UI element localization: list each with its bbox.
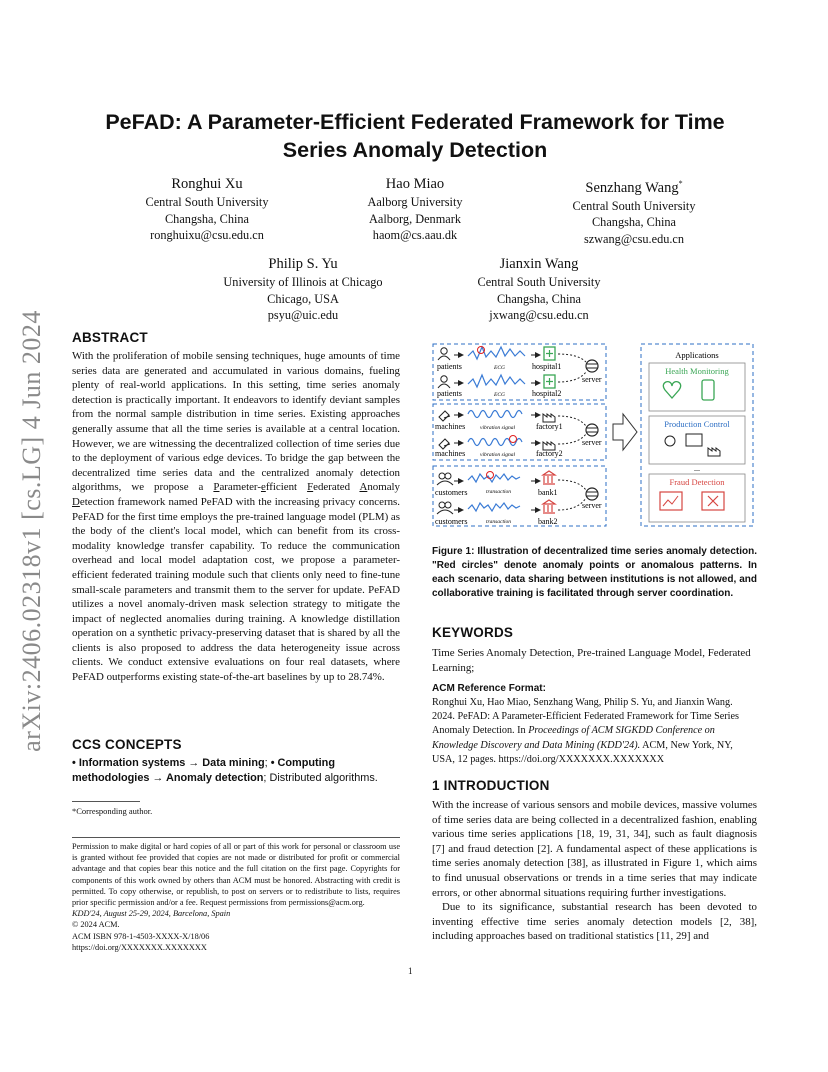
author-block-5 [436, 254, 642, 324]
row-left-label: customers [435, 517, 468, 526]
app-label-fraud: Fraud Detection [669, 477, 725, 487]
figure-row-3 [439, 411, 555, 423]
author-block-3 [545, 174, 723, 247]
conference-line: KDD'24, August 25-29, 2024, Barcelona, Spain [72, 909, 231, 919]
row-left-label: machines [435, 449, 466, 458]
server-label: server [582, 438, 602, 447]
row-signal-label: transaction [486, 519, 512, 525]
row-left-label: patients [437, 362, 462, 371]
row-signal-label: vibration signal [480, 425, 515, 431]
vibration-signal-icon [468, 411, 522, 418]
server-icon-3 [558, 480, 602, 510]
author-location: Aalborg, Denmark [369, 211, 461, 226]
figure-row-5 [437, 471, 555, 485]
bank-icon [543, 500, 555, 513]
row-signal-label: vibration signal [480, 452, 515, 458]
machine-icon [439, 439, 450, 449]
author-name: Jianxin Wang [499, 256, 579, 272]
arxiv-identifier-stamp [16, 296, 48, 766]
figure-row-1 [438, 347, 555, 361]
big-right-arrow-icon [613, 414, 637, 450]
row-right-label: hospital2 [532, 389, 562, 398]
author-name: Philip S. Yu [268, 256, 338, 272]
ccs-concepts-body: • Information systems → Data mining; • Computing methodologies → Anomaly detection; Distributed algorithms. [72, 757, 378, 784]
bank-icon [543, 471, 555, 484]
corresponding-author-mark: * [678, 179, 683, 188]
apps-ellipsis: ... [694, 464, 700, 473]
arxiv-identifier-text: arXiv:2406.02318v1 [cs.LG] 4 Jun 2024 [17, 310, 46, 752]
footnote-corresponding-author: *Corresponding author. [72, 806, 153, 816]
factory-icon [543, 414, 555, 422]
app-label-health: Health Monitoring [665, 366, 729, 376]
introduction-heading: 1 INTRODUCTION [432, 778, 550, 793]
ccs-concepts-heading: CCS CONCEPTS [72, 737, 182, 752]
figure-1-diagram [432, 338, 757, 530]
paper-title-line-2: Series Anomaly Detection [282, 138, 548, 162]
customer-icon [439, 502, 445, 508]
paper-title-line-1: PeFAD: A Parameter-Efficient Federated Framework for Time [105, 110, 725, 134]
applications-title: Applications [675, 350, 719, 360]
row-signal-label: ECG [494, 365, 505, 371]
row-left-label: machines [435, 422, 466, 431]
wearable-icon [702, 380, 714, 400]
author-name: Hao Miao [385, 176, 445, 192]
introduction-body [432, 798, 757, 944]
permission-notice: Permission to make digital or hard copies of all or part of this work for personal or classroom use is granted without fee provided that copies are not made or distributed for profit or commercial advantage and that copies bear this notice and the full citation on the first page. Copyrights for components of this work owned by others than ACM must be honored. Abstracting with credit is permitted. To copy otherwise, or republish, to post on servers or to redistribute to lists, requires prior specific permission and/or a fee. Request permissions from permissions@acm.org. [72, 842, 400, 908]
anomaly-circle-icon [487, 472, 494, 479]
author-location: Chicago, USA [267, 291, 339, 306]
customer-icon [439, 473, 445, 479]
author-name: Ronghui Xu [171, 176, 243, 192]
row-right-label: factory2 [536, 449, 563, 458]
transaction-signal-icon [468, 503, 520, 511]
row-right-label: hospital1 [532, 362, 562, 371]
keywords-body: Time Series Anomaly Detection, Pre-trained Language Model, Federated Learning; [432, 647, 751, 674]
author-location: Changsha, China [164, 211, 250, 226]
ecg-signal-icon [468, 375, 525, 387]
author-email: psyu@uic.edu [267, 308, 339, 322]
person-icon [441, 376, 447, 382]
anomaly-circle-icon [510, 436, 517, 443]
row-right-label: bank2 [538, 517, 558, 526]
author-affiliation: Central South University [572, 198, 696, 213]
author-location: Changsha, China [591, 215, 677, 230]
row-signal-label: ECG [494, 392, 505, 398]
author-email: ronghuixu@csu.edu.cn [150, 228, 264, 242]
row-left-label: patients [437, 389, 462, 398]
intro-paragraph-1: With the increase of various sensors and mobile devices, massive volumes of time series data are being collected in a decentralized fashion, enabling various time series applications [18, 19, 31, 34], such as fault diagnosis [7] and fraud detection [2]. A fundamental aspect of these applications is time series anomaly detection [38], as illustrated in Figure 1, which aims to find unusual observations or trends in a time series that may indicate errors, or other abnormal situations requiring further investigations. [432, 799, 757, 899]
figure-row-4 [439, 436, 555, 451]
server-label: server [582, 501, 602, 510]
author-affiliation: Central South University [477, 275, 601, 289]
author-affiliation: University of Illinois at Chicago [223, 275, 383, 289]
author-email: szwang@csu.edu.cn [583, 231, 685, 246]
author-email: jxwang@csu.edu.cn [489, 308, 589, 322]
paper-title [90, 108, 740, 164]
app-label-production: Production Control [664, 419, 730, 429]
doi-line: https://doi.org/XXXXXXX.XXXXXXX [72, 942, 207, 952]
page-number: 1 [408, 966, 413, 976]
machine-icon [439, 411, 450, 421]
figure-row-2 [438, 375, 555, 388]
author-block-1 [118, 174, 296, 244]
author-block-2 [326, 174, 504, 244]
author-name: Senzhang Wang* [585, 179, 683, 196]
author-affiliation: Aalborg University [367, 195, 463, 209]
server-icon-1 [558, 354, 602, 384]
intro-paragraph-2: Due to its significance, substantial research has been devoted to inventing effective time series anomaly detection models [2, 38], including approaches based on traditional statistics [11, 29] and [432, 901, 757, 943]
author-block-4 [200, 254, 406, 324]
row-signal-label: transaction [486, 489, 512, 495]
copyright-block [72, 837, 400, 953]
figure-row-6 [437, 500, 555, 514]
acm-reference-heading: ACM Reference Format: [432, 683, 546, 694]
acm-reference-body: Ronghui Xu, Hao Miao, Senzhang Wang, Philip S. Yu, and Jianxin Wang. 2024. PeFAD: A Parameter-Efficient Federated Framework for Time Series Anomaly Detection. In Proceedings of ACM SIGKDD Conference on Knowledge Discovery and Data Mining (KDD'24). ACM, New York, NY, USA, 12 pages. https://doi.org/XXXXXXX.XXXXXXX [432, 697, 739, 765]
copyright-year: © 2024 ACM. [72, 920, 120, 930]
keywords-heading: KEYWORDS [432, 625, 514, 640]
copyright-rule [72, 837, 400, 838]
abstract-body: With the proliferation of mobile sensing techniques, huge amounts of time series data are generated and accumulated in various domains, fueling plenty of real-world applications. In this setting, time series anomaly detection is practically important. It endeavors to identify deviant samples from the normal sample distribution in time series. Existing approaches generally assume that all the time series is available at a central location. However, we are witnessing the decentralized collection of time series due to the deployment of various edge devices. To bridge the gap between the decentralized time series data and the centralized anomaly detection algorithms, we propose a Parameter-efficient Federated Anomaly Detection framework named PeFAD with the increasing privacy concerns. PeFAD for the first time employs the pre-trained language model (PLM) as the body of the client's local model, which can benefit from its cross-modality knowledge transfer capability. To reduce the communication overhead and local model adaptation cost, we propose a parameter-efficient federated training module such that clients only need to fine-tune small-scale parameters and transmit them to the server for update. PeFAD utilizes a novel anomaly-driven mask selection strategy to mitigate the impact of neglected anomalies during training. A knowledge distillation operation on a synthetic privacy-preserving dataset that is shared by all the clients is also proposed to address the data heterogeneity issue across clients. We conduct extensive evaluations on four real datasets, where PeFAD outperforms existing state-of-the-art baselines by up to 28.74%. [72, 350, 400, 684]
abstract-heading: ABSTRACT [72, 330, 148, 345]
author-affiliation: Central South University [145, 195, 269, 209]
transaction-signal-icon [468, 474, 520, 482]
server-label: server [582, 375, 602, 384]
row-right-label: bank1 [538, 488, 558, 497]
control-panel-icon [686, 434, 702, 446]
figure-1-caption: Figure 1: Illustration of decentralized time series anomaly detection. "Red circles" denote anomaly points or anomalous patterns. In each scenario, data sharing between institutions is not allowed, and collaborative training is facilitated through server coordination. [432, 546, 757, 599]
isbn-line: ACM ISBN 978-1-4503-XXXX-X/18/06 [72, 931, 210, 941]
ecg-signal-icon [468, 347, 525, 359]
author-email: haom@cs.aau.dk [372, 228, 458, 242]
server-icon-2 [558, 416, 602, 447]
person-icon [441, 348, 447, 354]
heart-monitor-icon [663, 382, 680, 398]
row-right-label: factory1 [536, 422, 563, 431]
footnote-rule [72, 801, 140, 802]
author-location: Changsha, China [496, 291, 582, 306]
gear-icon [665, 436, 675, 446]
row-left-label: customers [435, 488, 468, 497]
chart-screen-icon [660, 492, 682, 510]
factory-icon [708, 448, 720, 456]
